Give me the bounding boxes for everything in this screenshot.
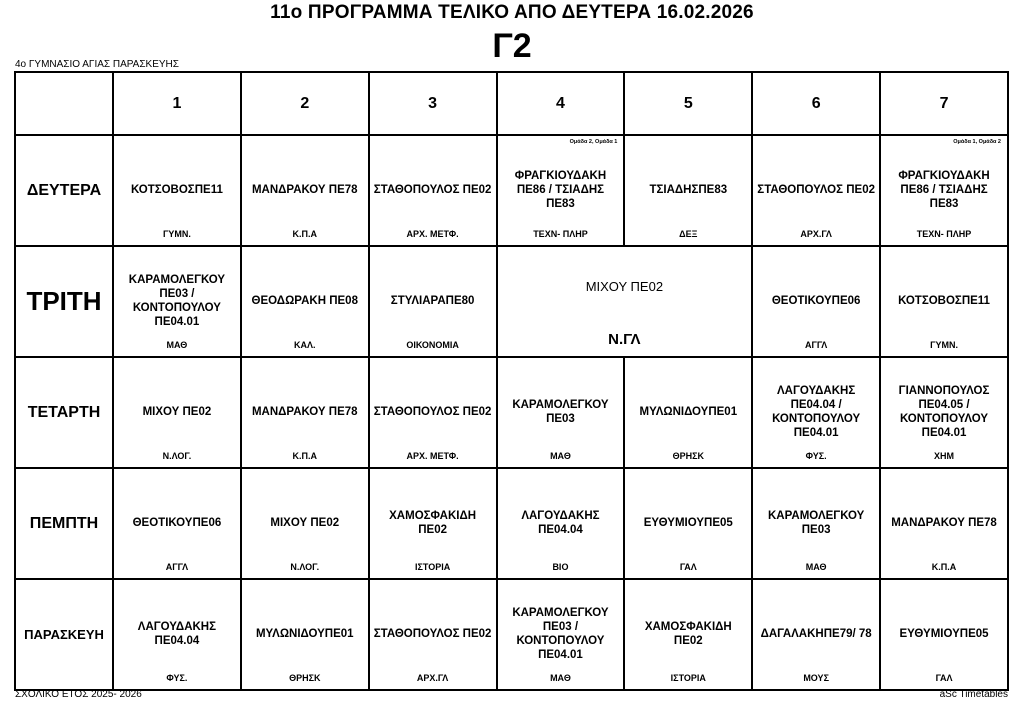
period-header: 3 [369,72,497,135]
lesson-cell [624,135,752,246]
teacher-name: ΚΑΡΑΜΟΛΕΓΚΟΥ ΠΕ03 / ΚΟΝΤΟΠΟΥΛΟΥ ΠΕ04.01 [512,606,609,661]
teacher-name: ΔΑΓΑΛΑΚΗΠΕ79/ 78 [760,627,872,640]
subject-name: ΦΥΣ. [166,673,188,683]
period-header: 4 [497,72,625,135]
teacher-name: ΚΟΤΣΟΒΟΣΠΕ11 [130,183,223,196]
school-name: 4ο ΓΥΜΝΑΣΙΟ ΑΓΙΑΣ ΠΑΡΑΣΚΕΥΗΣ [15,59,179,70]
teacher-name: ΛΑΓΟΥΔΑΚΗΣ ΠΕ04.04 [137,620,217,647]
lesson-cell [241,135,369,246]
teacher-name: ΜΑΝΔΡΑΚΟΥ ΠΕ78 [251,405,358,418]
teacher-name: ΜΥΛΩΝΙΔΟΥΠΕ01 [639,405,738,418]
lesson-cell [113,468,241,579]
day-label: ΤΕΤΑΡΤΗ [15,357,113,468]
subject-name: Ν.ΓΛ [608,331,641,348]
lesson-cell [369,135,497,246]
lesson-cell [113,135,241,246]
teacher-name: ΦΡΑΓΚΙΟΥΔΑΚΗ ΠΕ86 / ΤΣΙΑΔΗΣ ΠΕ83 [898,169,990,210]
lesson-cell [880,579,1008,690]
teacher-name: ΜΙΧΟΥ ΠΕ02 [585,278,664,294]
day-row-friday [15,579,1008,690]
lesson-cell [241,357,369,468]
subject-name: ΑΓΓΛ [165,562,189,572]
teacher-name: ΣΤΑΘΟΠΟΥΛΟΣ ΠΕ02 [757,183,875,196]
teacher-name: ΘΕΟΤΙΚΟΥΠΕ06 [771,294,861,307]
teacher-name: ΘΕΟΔΩΡΑΚΗ ΠΕ08 [251,294,358,307]
subject-name: ΜΑΘ [550,451,571,461]
teacher-name: ΦΡΑΓΚΙΟΥΔΑΚΗ ΠΕ86 / ΤΣΙΑΔΗΣ ΠΕ83 [514,169,607,210]
day-row-monday [15,135,1008,246]
subject-name: Κ.Π.Α [292,229,318,239]
class-name: Γ2 [492,27,532,65]
teacher-name: ΚΑΡΑΜΟΛΕΓΚΟΥ ΠΕ03 [768,509,865,536]
subject-name: ΑΓΓΛ [804,340,828,350]
subject-name: Κ.Π.Α [931,562,957,572]
lesson-cell [497,135,625,246]
subject-name: Κ.Π.Α [292,451,318,461]
teacher-name: ΚΟΤΣΟΒΟΣΠΕ11 [898,294,990,307]
lesson-cell [624,579,752,690]
teacher-name: ΜΑΝΔΡΑΚΟΥ ΠΕ78 [891,516,997,529]
subject-name: ΓΥΜΝ. [930,340,958,350]
page-title: 11ο ΠΡΟΓΡΑΜΜΑ ΤΕΛΙΚΟ ΑΠΟ ΔΕΥΤΕΡΑ 16.02.2026 [270,2,754,23]
subject-name: ΑΡΧ. ΜΕΤΦ. [406,451,459,461]
day-row-tuesday [15,246,1008,357]
subject-name: ΑΡΧ.ΓΛ [416,673,449,683]
teacher-name: ΤΣΙΑΔΗΣΠΕ83 [649,183,728,196]
teacher-name: ΧΑΜΟΣΦΑΚΙΔΗ ΠΕ02 [644,620,732,647]
teacher-name: ΜΥΛΩΝΙΔΟΥΠΕ01 [255,627,354,640]
lesson-cell [880,357,1008,468]
teacher-name: ΓΙΑΝΝΟΠΟΥΛΟΣ ΠΕ04.05 / ΚΟΝΤΟΠΟΥΛΟΥ ΠΕ04.01 [898,384,990,439]
period-header: 2 [241,72,369,135]
day-label: ΔΕΥΤΕΡΑ [15,135,113,246]
lesson-cell [369,468,497,579]
period-header: 6 [752,72,880,135]
teacher-name: ΜΙΧΟΥ ΠΕ02 [142,405,212,418]
teacher-name: ΧΑΜΟΣΦΑΚΙΔΗ ΠΕ02 [389,509,477,536]
subject-name: ΦΥΣ. [805,451,827,461]
lesson-cell [624,357,752,468]
subject-name: ΘΡΗΣΚ [672,451,704,461]
subject-name: ΘΡΗΣΚ [289,673,321,683]
school-year: ΣΧΟΛΙΚΟ ΕΤΟΣ 2025- 2026 [15,689,142,700]
subject-name: ΜΑΘ [166,340,188,350]
lesson-cell [624,468,752,579]
subject-name: ΤΕΧΝ- ΠΛΗΡ [916,229,972,239]
teacher-name: ΣΤΥΛΙΑΡΑΠΕ80 [390,294,475,307]
subject-name: ΓΑΛ [679,562,697,572]
period-header-row [15,72,1008,135]
teacher-name: ΚΑΡΑΜΟΛΕΓΚΟΥ ΠΕ03 / ΚΟΝΤΟΠΟΥΛΟΥ ΠΕ04.01 [128,273,226,328]
lesson-cell [369,246,497,357]
subject-name: ΤΕΧΝ- ΠΛΗΡ [533,229,588,239]
period-header: 1 [113,72,241,135]
lesson-cell-double [497,246,753,357]
subject-name: ΜΟΥΣ [803,673,829,683]
lesson-cell [752,579,880,690]
day-label: ΠΑΡΑΣΚΕΥΗ [15,579,113,690]
lesson-cell [752,468,880,579]
lesson-cell [369,357,497,468]
subject-name: ΒΙΟ [552,562,569,572]
teacher-name: ΣΤΑΘΟΠΟΥΛΟΣ ΠΕ02 [373,183,492,196]
timetable-grid [14,71,1009,691]
group-label: Ομάδα 1, Ομάδα 2 [953,139,1001,145]
lesson-cell [241,246,369,357]
lesson-cell [880,468,1008,579]
lesson-cell [752,357,880,468]
lesson-cell [497,468,625,579]
teacher-name: ΣΤΑΘΟΠΟΥΛΟΣ ΠΕ02 [373,627,492,640]
lesson-cell [241,579,369,690]
lesson-cell [113,579,241,690]
lesson-cell [241,468,369,579]
lesson-cell [369,579,497,690]
period-header: 7 [880,72,1008,135]
subject-name: ΑΡΧ.ΓΛ [800,229,832,239]
teacher-name: ΜΑΝΔΡΑΚΟΥ ΠΕ78 [251,183,358,196]
subject-name: ΚΑΛ. [294,340,316,350]
subject-name: Ν.ΛΟΓ. [290,562,320,572]
day-row-wednesday [15,357,1008,468]
software-credit: aSc Timetables [939,689,1008,700]
subject-name: ΑΡΧ. ΜΕΤΦ. [406,229,459,239]
lesson-cell [497,357,625,468]
teacher-name: ΜΙΧΟΥ ΠΕ02 [270,516,340,529]
subject-name: ΜΑΘ [550,673,571,683]
day-row-thursday [15,468,1008,579]
teacher-name: ΕΥΘΥΜΙΟΥΠΕ05 [643,516,733,529]
corner-cell [15,72,113,135]
lesson-cell [880,246,1008,357]
group-label: Ομάδα 2, Ομάδα 1 [569,139,618,145]
lesson-cell [113,246,241,357]
subject-name: ΔΕΞ [679,229,698,239]
teacher-name: ΚΑΡΑΜΟΛΕΓΚΟΥ ΠΕ03 [512,398,609,425]
day-label: ΤΡΙΤΗ [15,246,113,357]
subject-name: ΟΙΚΟΝΟΜΙΑ [406,340,459,350]
teacher-name: ΘΕΟΤΙΚΟΥΠΕ06 [132,516,222,529]
teacher-name: ΕΥΘΥΜΙΟΥΠΕ05 [899,627,989,640]
teacher-name: ΛΑΓΟΥΔΑΚΗΣ ΠΕ04.04 / ΚΟΝΤΟΠΟΥΛΟΥ ΠΕ04.01 [772,384,861,439]
teacher-name: ΣΤΑΘΟΠΟΥΛΟΣ ΠΕ02 [373,405,492,418]
subject-name: ΙΣΤΟΡΙΑ [414,562,451,572]
lesson-cell [752,246,880,357]
subject-name: ΧΗΜ [934,451,955,461]
subject-name: Ν.ΛΟΓ. [162,451,192,461]
subject-name: ΓΥΜΝ. [162,229,191,239]
lesson-cell [752,135,880,246]
teacher-name: ΛΑΓΟΥΔΑΚΗΣ ΠΕ04.04 [521,509,600,536]
subject-name: ΙΣΤΟΡΙΑ [670,673,706,683]
day-label: ΠΕΜΠΤΗ [15,468,113,579]
lesson-cell [497,579,625,690]
lesson-cell [880,135,1008,246]
period-header: 5 [624,72,752,135]
subject-name: ΓΑΛ [935,673,953,683]
subject-name: ΜΑΘ [805,562,827,572]
lesson-cell [113,357,241,468]
